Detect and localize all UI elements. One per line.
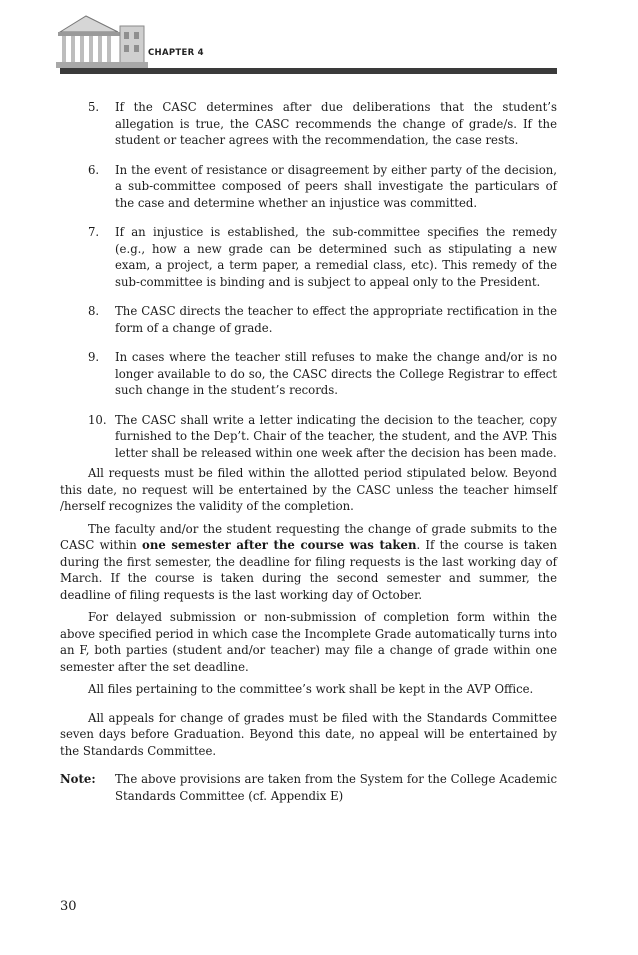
chapter-label: CHAPTER 4	[148, 48, 204, 58]
list-item-number: 9.	[88, 350, 100, 364]
page-number: 30	[60, 899, 77, 914]
list-item-number: 10.	[88, 412, 107, 427]
paragraph-delayed-submission: For delayed submission or non-submission of completion form within the above specified period in which case the Incomplete Grade automatically turns into an F, both parties (student and/or teacher) may file a change of grade within one semester after the set deadline.	[60, 610, 557, 674]
list-item	[60, 303, 557, 336]
note-text: The above provisions are taken from the System for the College Academic Standards Committee (cf. Appendix E)	[115, 772, 557, 803]
paragraph-submission-deadline	[60, 521, 557, 604]
page-content	[60, 99, 557, 804]
building-columns-icon	[56, 8, 148, 68]
list-item-text: If the CASC determines after due deliberations that the student’s allegation is true, the CASC recommends the change of grade/s. If the student or teacher agrees with the recommendation, the case rests.	[115, 100, 557, 147]
note	[60, 771, 557, 804]
list-item	[60, 349, 557, 399]
emphasis-text: one semester after the course was taken	[142, 538, 417, 552]
list-item	[60, 162, 557, 212]
note-label: Note:	[60, 772, 96, 786]
list-item	[60, 224, 557, 290]
list-item	[60, 412, 557, 462]
paragraph-text: . If the course is taken during the first semester, the deadline for filing requests is the last working day of March. If the course is taken during the second semester and summer, the deadline of filing requests is the last working day of October.	[60, 538, 557, 602]
list-item-text: If an injustice is established, the sub-committee specifies the remedy (e.g., how a new grade can be determined such as stipulating a new exam, a project, a term paper, a remedial class, etc). This remedy of the sub-committee is binding and is subject to appeal only to the President.	[115, 225, 557, 289]
paragraph-text: The faculty and/or the student requesting the change of grade submits to the CASC within	[60, 521, 557, 552]
list-item-number: 6.	[88, 162, 100, 177]
list-item-text: In the event of resistance or disagreement by either party of the decision, a sub-committee composed of peers shall investigate the particulars of the case and determine whether an injustice was committed.	[115, 162, 557, 210]
list-item-text: In cases where the teacher still refuses to make the change and/or is no longer available to do so, the CASC directs the College Registrar to effect such change in the student’s records.	[115, 350, 557, 397]
paragraph-avp-files: All files pertaining to the committee’s work shall be kept in the AVP Office.	[88, 682, 534, 696]
paragraph-appeals: All appeals for change of grades must be filed with the Standards Committee seven days before Graduation. Beyond this date, no appeal will be entertained by the Standards Committee.	[60, 710, 557, 758]
list-item	[60, 99, 557, 149]
list-item-number: 5.	[88, 100, 100, 114]
list-item-text: The CASC shall write a letter indicating the decision to the teacher, copy furnished to the Dep’t. Chair of the teacher, the student, and the AVP. This letter shall be released within one week after the decision has been made.	[115, 412, 557, 460]
list-item-number: 8.	[88, 304, 100, 318]
header-rule	[60, 68, 557, 74]
list-item-number: 7.	[88, 225, 100, 239]
paragraph-filing-period: All requests must be filed within the allotted period stipulated below. Beyond this date, no request will be entertained by the CASC unless the teacher himself /herself recognizes the validity of the completion.	[60, 466, 557, 513]
list-item-text: The CASC directs the teacher to effect the appropriate rectification in the form of a change of grade.	[115, 304, 557, 335]
